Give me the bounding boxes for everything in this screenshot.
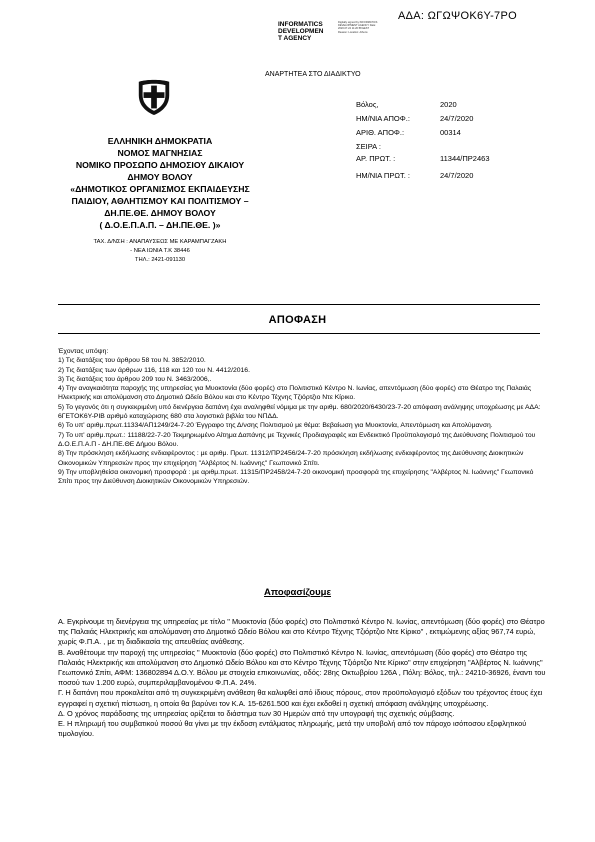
decision-heading: Αποφασίζουμε [264,587,331,598]
meta-value: 24/7/2020 [440,171,474,180]
greek-emblem-icon [135,78,173,116]
decision-item: Ε. Η πληρωμή του συμβατικού ποσού θα γίνει με την έκδοση εντάλματος πληρωμής, μετά την υποβολή από τον πάροχο ισόποσου εξοφλητικού τιμολογίου. [58,719,527,739]
consideration-item: 2) Τις διατάξεις των άρθρων 116, 118 και 120 του Ν. 4412/2016. [58,366,250,374]
meta-value: 24/7/2020 [440,114,474,123]
authority-address [50,238,270,265]
digital-signature-stamp [278,21,378,42]
consideration-item: 6) Το υπ' αριθμ.πρωτ.11334/ΑΠ1249/24-7-20 Έγγραφο της Δ/νσης Πολιτισμού με θέμα: Βεβαίωση για Μυοκτονία, Απεντόμωση και Απολύμανση. [58,422,493,430]
meta-label: ΑΡ. ΠΡΩΤ. : [356,154,396,163]
authority-line: ΝΟΜΙΚΟ ΠΡΟΣΩΠΟ ΔΗΜΟΣΙΟΥ ΔΙΚΑΙΟΥ [75,160,245,170]
consideration-item: 3) Τις διατάξεις του άρθρου 209 του Ν. 3463/2006,. [58,375,212,383]
considerations-list [58,347,548,486]
consideration-item: 4) Την αναγκαιότητα παροχής της υπηρεσίας για Μυοκτονία (δύο φορές) στο Πολιτιστικό Κέντρο Ν. Ιωνίας, απεντόμωση (δύο φορές) στο Θέατρο της Παλαιάς Ηλεκτρικής και απολύμανση στο Δημοτικό Ωδείο Βόλου και στο Κέντρο Τέχνης Τζιόρτζιο Ντε Κίρικο. [58,385,532,402]
consideration-item: 5) Το γεγονός ότι η συγκεκριμένη υπό διενέργεια δαπάνη έχει αναληφθεί νόμιμα με την αριθμ. 680/2020/6430/23-7-20 απόφαση ανάληψης υποχρέωσης με ΑΔΑ: 6ΓΕΤΟΚ6Υ-ΡΙΒ αριθμό καταχώρισης 680 στα λογιστικά βιβλία του ΝΠΔΔ. [58,403,541,421]
stamp-line: INFORMATICS [278,21,323,28]
decision-item: Α. Εγκρίνουμε τη διενέργεια της υπηρεσίας με τίτλο " Μυοκτονία (δύο φορές) στο Πολιτιστικό Κέντρο Ν. Ιωνίας, απεντόμωση (δύο φορές) στο Θέατρο της Παλαιάς Ηλεκτρικής και απολύμανση στο Δημοτικό Ωδείο Βόλου και στο Κέντρο Τέχνης Τζιόρτζιο Ντε Κίρικο" , εκτιμώμενης αξίας 967,74 ευρώ, χωρίς Φ.Π.Α. , με τη διαδικασία της απευθείας ανάθεσης. [58,617,545,647]
divider-bottom [58,333,540,334]
decision-item: Β. Αναθέτουμε την παροχή της υπηρεσίας " Μυοκτονία (δύο φορές) στο Πολιτιστικό Κέντρο Ν. Ιωνίας, απεντόμωση (δύο φορές) στο Θέατρο της Παλαιάς Ηλεκτρικής και απολύμανση στο Δημοτικό Ωδείο Βόλου και στο Κέντρο Τέχνης Τζιόρτζιο Ντε Κίρικο" στην επιχείρηση "Αλβέρτος Ν. Ιωάννης" Γεωπονικό Σπίτι, ΑΦΜ: 136802894 Δ.Ο.Υ. Βόλου με στοιχεία επικοινωνίας, οδός: 28ης Οκτωβρίου 126Α , Πόλη: Βόλος, τηλ.: 24210-36926, έναντι του ποσού των 1.200 ευρώ, συμπεριλαμβανομένου Φ.Π.Α. 24%. [58,647,546,688]
address-line: ΤΑΧ. Δ/ΝΣΗ : ΑΝΑΠΑΥΣΕΩΣ ΜΕ ΚΑΡΑΜΠΑΓΖΑΚΗ [93,239,227,245]
stamp-line: DEVELOPMEN [278,28,324,35]
authority-line: ΝΟΜΟΣ ΜΑΓΝΗΣΙΑΣ [117,148,203,158]
authority-line: ΔΗΜΟΥ ΒΟΛΟΥ [127,172,193,182]
meta-value: 11344/ΠΡ2463 [440,154,490,163]
consideration-item: 9) Την υποβληθείσα οικονομική προσφορά : με αριθμ.πρωτ. 11315/ΠΡ2458/24-7-20 οικονομική προσφορά της επιχείρησης "Αλβέρτος Ν. Ιωάννης" Γεωπονικό Σπίτι προς την Διεύθυνση Διοικητικών Οικονομικών Υπηρεσιών. [58,468,534,486]
divider-top [58,304,540,305]
authority-line: ΠΑΙΔΙΟΥ, ΑΘΛΗΤΙΣΜΟΥ ΚΑΙ ΠΟΛΙΤΙΣΜΟΥ – [71,196,249,206]
authority-line: ( Δ.Ο.Ε.Π.Α.Π. – ΔΗ.ΠΕ.ΘΕ. )» [99,220,221,230]
posting-note: ΑΝΑΡΤΗΤΕΑ ΣΤΟ ΔΙΑΔΙΚΤΥΟ [265,71,361,78]
meta-value: 2020 [440,100,457,109]
decision-item: Γ. Η δαπάνη που προκαλείται από τη συγκεκριμένη ανάθεση θα καλυφθεί από ίδιους πόρους, στον προϋπολογισμό εξόδων του τρέχοντος έτους έχει εγγραφεί η σχετική πίστωση, η οποία θα βαρύνει τον Κ.Α. 15-6261.500 και έχει εκδοθεί η σχετική απόφαση ανάληψης υποχρέωσης. [58,688,543,708]
authority-line: «ΔΗΜΟΤΙΚΟΣ ΟΡΓΑΝΙΣΜΟΣ ΕΚΠΑΙΔΕΥΣΗΣ [70,184,250,194]
meta-label: ΣΕΙΡΑ : [356,142,381,151]
consideration-item: 8) Την πρόσκληση εκδήλωσης ενδιαφέροντος : με αριθμ. Πρωτ. 11312/ΠΡ2456/24-7-20 πρόσκληση εκδήλωσης ενδιαφέροντος της Διεύθυνσης Διοικητικών Οικονομικών Υπηρεσιών προς την επιχείρηση "Αλβέρτος Ν. Ιωάννης" Γεωπονικό Σπίτι. [58,450,524,467]
considerations-intro: Έχοντας υπόψη: [58,348,109,355]
address-line: ΤΗΛ.: 2421-091130 [134,257,186,263]
stamp-line: T AGENCY [278,35,312,42]
document-title: ΑΠΟΦΑΣΗ [268,314,327,326]
decisions-list [58,617,548,739]
authority-line: ΔΗ.ΠΕ.ΘΕ. ΔΗΜΟΥ ΒΟΛΟΥ [104,208,216,218]
meta-value: 00314 [440,128,461,137]
authority-line: ΕΛΛΗΝΙΚΗ ΔΗΜΟΚΡΑΤΙΑ [107,136,213,146]
meta-label: ΗΜ/ΝΙΑ ΠΡΩΤ. : [356,171,410,180]
ada-code: ΑΔΑ: ΩΓΩΨΟΚ6Υ-7ΡΟ [398,10,517,22]
decision-item: Δ. Ο χρόνος παράδοσης της υπηρεσίας ορίζεται το διάστημα των 30 Ημερών από την υπογραφή της σχετικής σύμβασης. [58,708,455,718]
meta-label: Βόλος, [356,100,379,109]
meta-label: ΗΜ/ΝΙΑ ΑΠΟΦ.: [356,114,410,123]
consideration-item: 7) Το υπ' αριθμ.πρωτ.: 11188/22-7-20 Τεκμηριωμένο Αίτημα Δαπάνης με Τεχνικές Προδιαγραφές και Ενδεικτικό Προϋπολογισμό της Διεύθυνσης Πολιτισμού του Δ.Ο.Ε.Π.Α.Π - ΔΗ.ΠΕ.ΘΕ Δήμου Βόλου. [58,431,536,448]
issuing-authority [50,135,270,231]
meta-label: ΑΡΙΘ. ΑΠΟΦ.: [356,128,405,137]
consideration-item: 1) Τις διατάξεις του άρθρου 58 του Ν. 3852/2010. [58,357,206,365]
stamp-small-text: Digitally signed by INFORMATICS DEVELOPMENT AGENCY Date: 2020.07.24 11:20:58 EEST Reason: Location: Athens [338,21,378,34]
address-line: - ΝΕΑ ΙΩΝΙΑ Τ.Κ 38446 [130,248,190,254]
